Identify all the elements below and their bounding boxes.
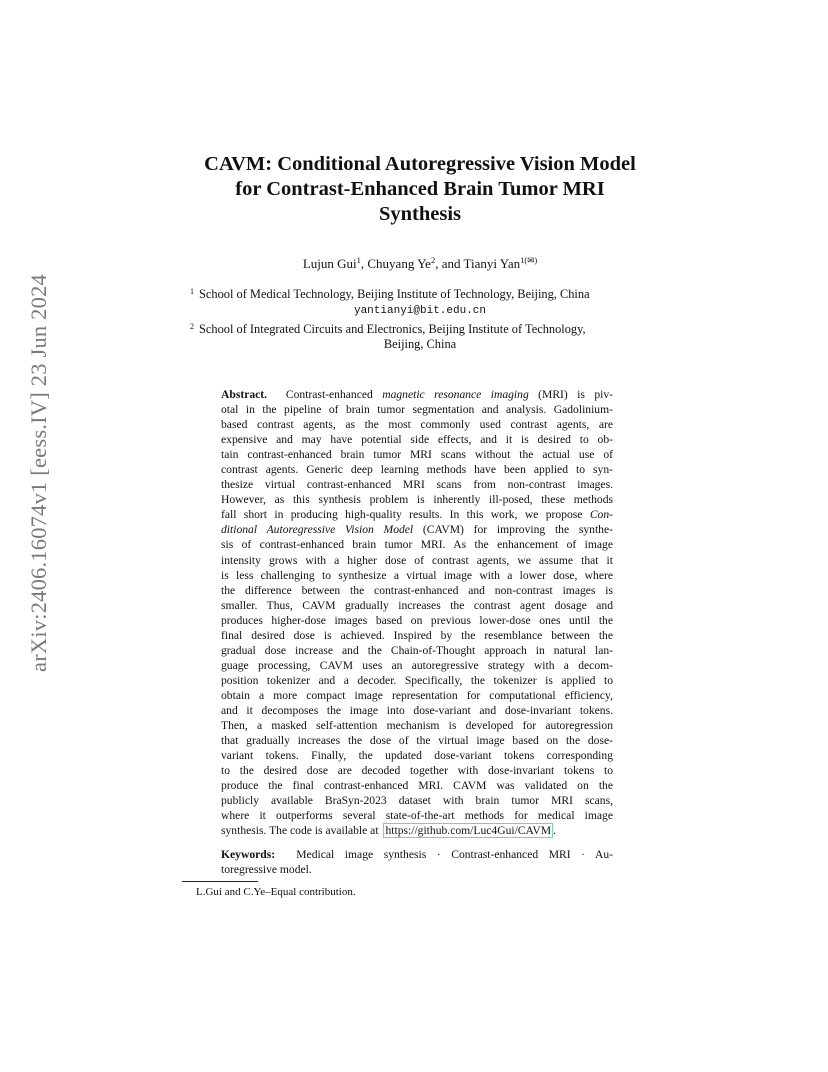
corresponding-email — [190, 302, 650, 319]
abstract-line — [221, 522, 613, 537]
abstract-label: Abstract. — [221, 388, 268, 401]
author-separator: , — [360, 256, 368, 271]
author-list — [160, 255, 680, 272]
keywords-text: Medical image synthesis · Contrast-enhanced MRI · Au- — [296, 848, 613, 861]
abstract-italic: magnetic resonance imaging — [382, 388, 529, 401]
abstract-line: and it decomposes the image into dose-variant and dose-invariant tokens. — [221, 703, 613, 717]
footnote-rule — [182, 881, 258, 882]
abstract-line: gradual dose increase and the Chain-of-Thought approach in natural lan- — [221, 643, 613, 657]
keywords-line — [221, 847, 613, 862]
abstract-line: the difference between the contrast-enhanced and non-contrast images is — [221, 583, 613, 597]
keywords-line: toregressive model. — [221, 863, 312, 877]
abstract-line: contrast agents. Generic deep learning methods have been applied to syn- — [221, 463, 613, 477]
author-name: Lujun Gui — [302, 256, 357, 271]
abstract-text: synthesis. The code is available at — [221, 824, 382, 838]
affiliation-text: School of Medical Technology, Beijing Institute of Technology, Beijing, China — [199, 287, 590, 301]
paper-title — [160, 152, 680, 227]
abstract-line: However, as this synthesis problem is inherently ill-posed, these methods — [221, 493, 613, 507]
abstract-line: based contrast agents, as the most commonly used contrast agents, are — [221, 418, 613, 432]
abstract-line — [221, 507, 613, 522]
abstract-italic: Con- — [589, 508, 613, 522]
title-line: Synthesis — [378, 203, 462, 225]
email-address: yantianyi@bit.edu.cn — [353, 305, 487, 317]
abstract-line: sis of contrast-enhanced brain tumor MRI. As the enhancement of image — [221, 538, 613, 552]
abstract-line: publicly available BraSyn-2023 dataset with brain tumor MRI scans, — [221, 794, 613, 808]
arxiv-identifier: arXiv:2406.16074v1 [eess.IV] 23 Jun 2024 — [26, 274, 52, 672]
abstract-line: final desired dose is achieved. Inspired by the resemblance between the — [221, 628, 613, 642]
code-link[interactable]: https://github.com/Luc4Gui/CAVM — [385, 824, 552, 838]
author-affiliation-mark: 1(✉) — [520, 255, 538, 265]
abstract-line: expensive and may have potential side effects, and it is desired to ob- — [221, 433, 613, 447]
abstract-text: (MRI) is piv- — [528, 388, 614, 401]
abstract-line: is less challenging to synthesize a virtual image with a lower dose, where — [221, 568, 613, 582]
affiliation-1 — [190, 284, 650, 302]
abstract-text: Contrast-enhanced — [285, 388, 383, 401]
title-line: CAVM: Conditional Autoregressive Vision Model — [204, 153, 636, 175]
author-affiliation-mark: 1 — [356, 255, 361, 265]
affiliations — [190, 284, 650, 352]
abstract-line: otal in the pipeline of brain tumor segmentation and analysis. Gadolinium- — [221, 403, 613, 417]
affiliation-text: School of Integrated Circuits and Electronics, Beijing Institute of Technology, — [199, 322, 586, 336]
abstract-italic: ditional Autoregressive Vision Model — [221, 523, 414, 537]
abstract-line — [221, 387, 613, 402]
affiliation-number: 1 — [190, 287, 194, 296]
abstract-line: produce the final contrast-enhanced MRI. CAVM was validated on the — [221, 779, 613, 793]
abstract-line: where it outperforms several state-of-the-art methods for medical image — [221, 809, 613, 823]
author-affiliation-mark: 2 — [430, 255, 436, 265]
abstract-line: obtain a more compact image representation for computational efficiency, — [221, 688, 613, 702]
abstract-line: produces higher-dose images based on previous lower-dose ones until the — [221, 613, 613, 627]
abstract-line: position tokenizer and a decoder. Specifically, the tokenizer is applied to — [221, 673, 613, 687]
abstract-text: fall short in producing high-quality results. In this work, we propose — [221, 508, 590, 522]
author-separator: , and — [435, 256, 464, 271]
author-name: Chuyang Ye — [367, 256, 431, 271]
keywords-label: Keywords: — [221, 848, 276, 861]
keywords — [221, 847, 613, 877]
abstract-text: . — [553, 824, 557, 838]
affiliation-2-continued: Beijing, China — [383, 337, 457, 351]
abstract-text: (CAVM) for improving the synthe- — [413, 523, 613, 537]
abstract-line: thesize virtual contrast-enhanced MRI scans from non-contrast images. — [221, 478, 613, 492]
abstract-line: that gradually increases the dose of the virtual image based on the dose- — [221, 734, 613, 748]
affiliation-number: 2 — [190, 322, 194, 331]
abstract-line: to the desired dose are decoded together with dose-invariant tokens to — [221, 764, 613, 778]
footnote: L.Gui and C.Ye–Equal contribution. — [196, 886, 356, 898]
affiliation-2 — [190, 319, 650, 337]
abstract-line: intensity grows with a higher dose of contrast agents, we assume that it — [221, 553, 613, 567]
abstract — [221, 387, 613, 838]
title-line: for Contrast-Enhanced Brain Tumor MRI — [235, 178, 605, 200]
abstract-line — [221, 823, 613, 838]
arxiv-side-stamp — [22, 274, 56, 672]
author-name: Tianyi Yan — [463, 256, 521, 271]
abstract-line: guage processing, CAVM uses an autoregressive strategy with a decom- — [221, 658, 613, 672]
abstract-line: variant tokens. Finally, the updated dose-variant tokens corresponding — [221, 749, 613, 763]
abstract-line: Then, a masked self-attention mechanism is developed for autoregression — [221, 719, 613, 733]
abstract-line: smaller. Thus, CAVM gradually increases the contrast agent dosage and — [221, 598, 613, 612]
abstract-line: tain contrast-enhanced brain tumor MRI scans without the actual use of — [221, 448, 613, 462]
